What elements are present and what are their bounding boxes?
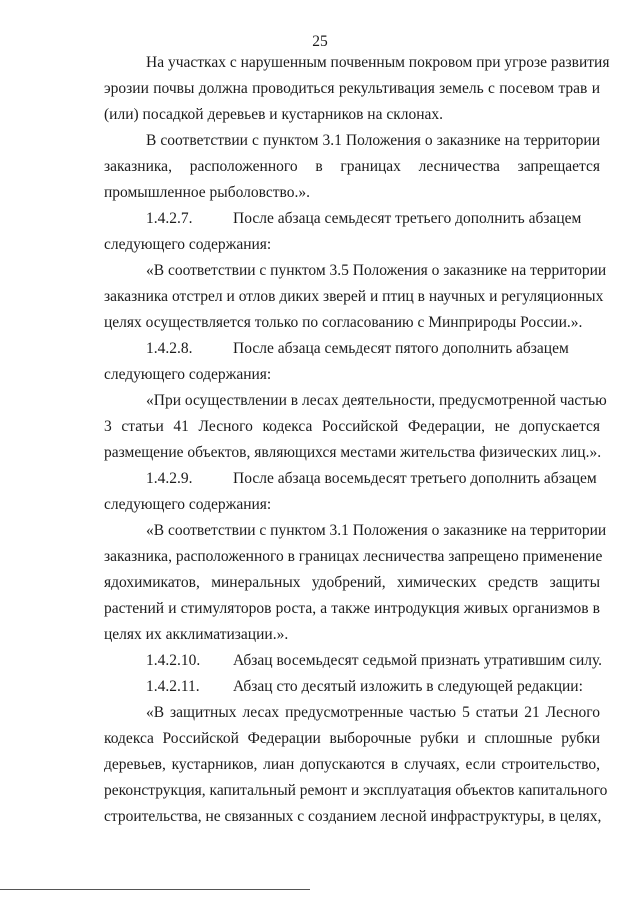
text-line	[104, 752, 600, 778]
text-line	[104, 180, 600, 206]
line-text: После абзаца семьдесят пятого дополнить абзацем	[233, 340, 569, 357]
line-text: целях их акклиматизации.».	[104, 626, 289, 643]
clause-number: 1.4.2.8.	[146, 340, 193, 357]
text-line	[104, 492, 600, 518]
text-line	[146, 674, 600, 700]
line-text: «В соответствии с пунктом 3.5 Положения о заказнике на территории	[146, 262, 607, 279]
line-text: 3 статьи 41 Лесного кодекса Российской Федерации, не допускается	[104, 418, 600, 435]
line-text: размещение объектов, являющихся местами жительства физических лиц.».	[104, 444, 602, 461]
line-text: промышленное рыболовство.».	[104, 184, 310, 201]
line-text: следующего содержания:	[104, 366, 272, 383]
page-number: 25	[312, 33, 328, 50]
clause-number: 1.4.2.10.	[146, 652, 201, 669]
line-text: На участках с нарушенным почвенным покровом при угрозе развития	[146, 54, 610, 71]
text-line	[104, 154, 600, 180]
text-line	[104, 362, 600, 388]
text-line	[104, 544, 603, 570]
line-text: «В соответствии с пунктом 3.1 Положения о заказнике на территории	[146, 522, 607, 539]
line-text: следующего содержания:	[104, 236, 272, 253]
text-line	[104, 804, 600, 830]
line-text: растений и стимуляторов роста, а также интродукция живых организмов в	[104, 600, 600, 617]
line-text: строительства, не связанных с созданием лесной инфраструктуры, в целях,	[104, 808, 602, 825]
text-line	[104, 570, 600, 596]
text-line	[104, 76, 600, 102]
text-line	[146, 50, 610, 76]
clause-number: 1.4.2.9.	[146, 470, 193, 487]
line-text: После абзаца восемьдесят третьего дополнить абзацем	[233, 470, 597, 487]
line-text: деревьев, кустарников, лиан допускаются в случаях, если строительство,	[104, 756, 600, 773]
clause-number: 1.4.2.7.	[146, 210, 193, 227]
line-text: заказника, расположенного в границах лесничества запрещается	[104, 158, 600, 175]
line-text: заказника, расположенного в границах лесничества запрещено применение	[104, 548, 603, 565]
line-text: (или) посадкой деревьев и кустарников на склонах.	[104, 106, 444, 123]
text-line	[104, 232, 600, 258]
text-line	[104, 622, 600, 648]
text-line	[146, 648, 603, 674]
text-line	[104, 310, 600, 336]
line-text: В соответствии с пунктом 3.1 Положения о заказнике на территории	[146, 132, 600, 149]
text-line	[146, 700, 600, 726]
line-text: эрозии почвы должна проводиться рекультивация земель с посевом трав и	[104, 80, 600, 97]
text-line	[146, 388, 607, 414]
text-line	[104, 414, 600, 440]
text-line	[104, 596, 600, 622]
line-text: «В защитных лесах предусмотренные частью 5 статьи 21 Лесного	[146, 704, 600, 721]
footer-rule	[0, 889, 310, 890]
text-line	[146, 518, 607, 544]
text-line	[146, 128, 600, 154]
text-line	[104, 102, 600, 128]
line-text: «При осуществлении в лесах деятельности, предусмотренной частью	[146, 392, 607, 409]
line-text: Абзац сто десятый изложить в следующей редакции:	[233, 678, 583, 695]
line-text: заказника отстрел и отлов диких зверей и птиц в научных и регуляционных	[104, 288, 604, 305]
text-line	[146, 466, 600, 492]
line-text: Абзац восемьдесят седьмой признать утратившим силу.	[233, 652, 603, 669]
text-line	[104, 726, 600, 752]
text-line	[104, 284, 604, 310]
text-line	[146, 258, 607, 284]
line-text: кодекса Российской Федерации выборочные рубки и сплошные рубки	[104, 730, 600, 747]
text-line	[146, 206, 600, 232]
line-text: следующего содержания:	[104, 496, 272, 513]
text-line	[104, 778, 608, 804]
text-line	[104, 440, 600, 466]
line-text: реконструкция, капитальный ремонт и эксплуатация объектов капитального	[104, 782, 608, 799]
clause-number: 1.4.2.11.	[146, 678, 200, 695]
line-text: ядохимикатов, минеральных удобрений, химических средств защиты	[104, 574, 600, 591]
text-line	[146, 336, 600, 362]
line-text: целях осуществляется только по согласованию с Минприроды России.».	[104, 314, 583, 331]
line-text: После абзаца семьдесят третьего дополнить абзацем	[233, 210, 582, 227]
